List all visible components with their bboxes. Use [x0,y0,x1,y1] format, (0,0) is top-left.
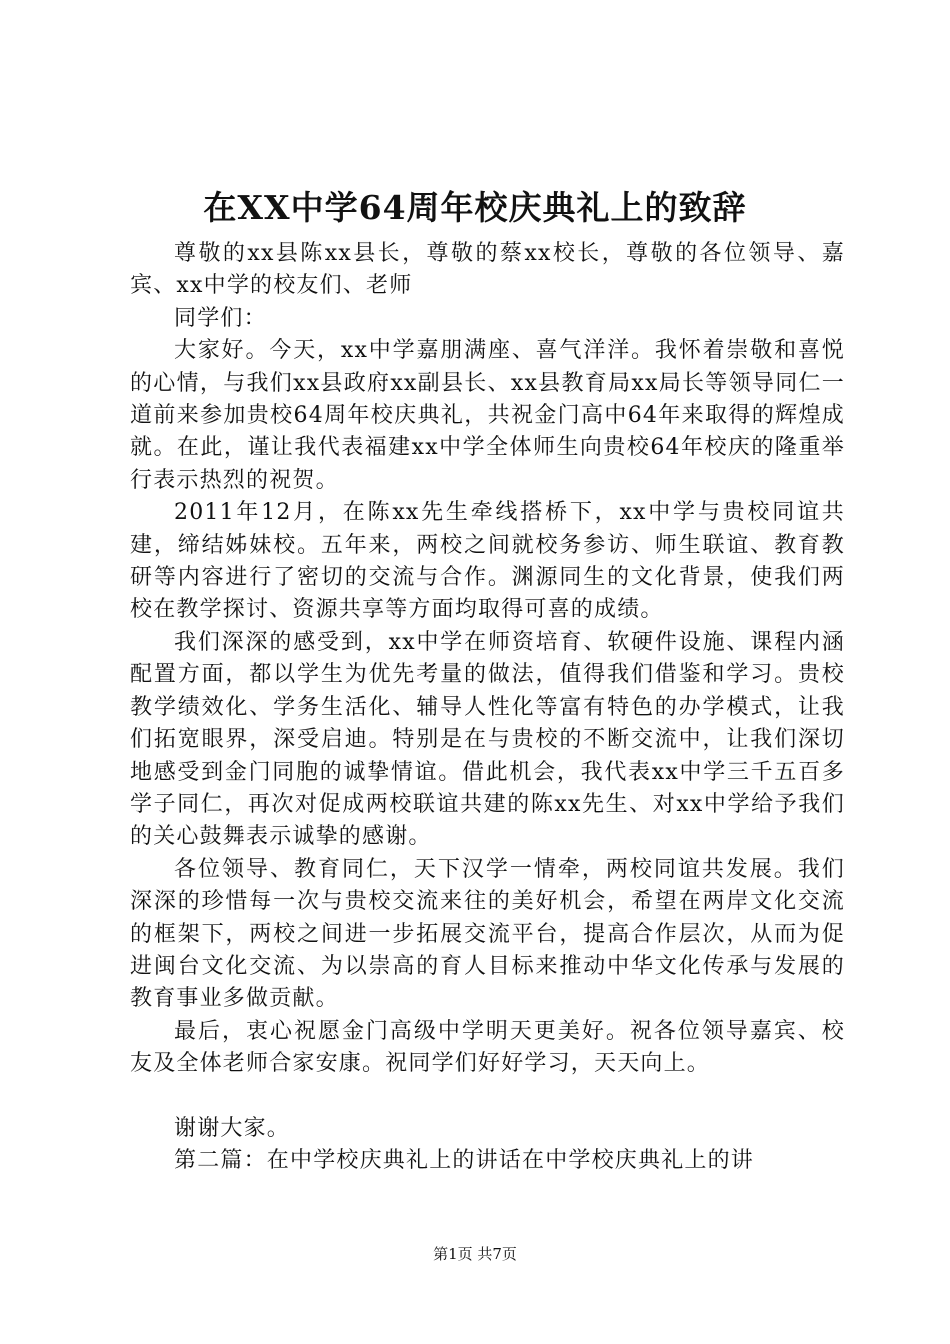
closing-paragraph: 最后，衷心祝愿金门高级中学明天更美好。祝各位领导嘉宾、校友及全体老师合家安康。祝同学们好好学习，天天向上。 [130,1018,845,1077]
body-paragraph: 2011年12月，在陈xx先生牵线搭桥下，xx中学与贵校同谊共建，缔结姊妹校。五年来，两校之间就校务参访、师生联谊、教育教研等内容进行了密切的交流与合作。渊源同生的文化背景，使我们两校在教学探讨、资源共享等方面均取得可喜的成绩。 [130,500,845,623]
body-paragraph: 大家好。今天，xx中学嘉朋满座、喜气洋洋。我怀着崇敬和喜悦的心情，与我们xx县政府xx副县长、xx县教育局xx局长等领导同仁一道前来参加贵校64周年校庆典礼，共祝金门高中64年来取得的辉煌成就。在此，谨让我代表福建xx中学全体师生向贵校64年校庆的隆重举行表示热烈的祝贺。 [130,338,845,493]
document-body [130,238,845,1177]
thanks-line: 谢谢大家。 [174,1115,291,1141]
next-section-heading: 第二篇：在中学校庆典礼上的讲话在中学校庆典礼上的讲 [174,1147,755,1173]
document-title: 在XX中学64周年校庆典礼上的致辞 [203,188,747,227]
page-number-footer: 第1页 共7页 [433,1245,517,1263]
salutation-continuation: 同学们： [174,305,267,331]
body-paragraph: 各位领导、教育同仁，天下汉学一情牵，两校同谊共发展。我们深深的珍惜每一次与贵校交流来往的美好机会，希望在两岸文化交流的框架下，两校之间进一步拓展交流平台，提高合作层次，从而为促进闽台文化交流、为以崇高的育人目标来推动中华文化传承与发展的教育事业多做贡献。 [130,856,845,1012]
salutation-paragraph: 尊敬的xx县陈xx县长，尊敬的蔡xx校长，尊敬的各位领导、嘉宾、xx中学的校友们、老师 [130,241,845,299]
body-paragraph: 我们深深的感受到，xx中学在师资培育、软硬件设施、课程内涵配置方面，都以学生为优先考量的做法，值得我们借鉴和学习。贵校教学绩效化、学务生活化、辅导人性化等富有特色的办学模式，让我们拓宽眼界，深受启迪。特别是在与贵校的不断交流中，让我们深切地感受到金门同胞的诚挚情谊。借此机会，我代表xx中学三千五百多学子同仁，再次对促成两校联谊共建的陈xx先生、对xx中学给予我们的关心鼓舞表示诚挚的感谢。 [130,629,845,850]
